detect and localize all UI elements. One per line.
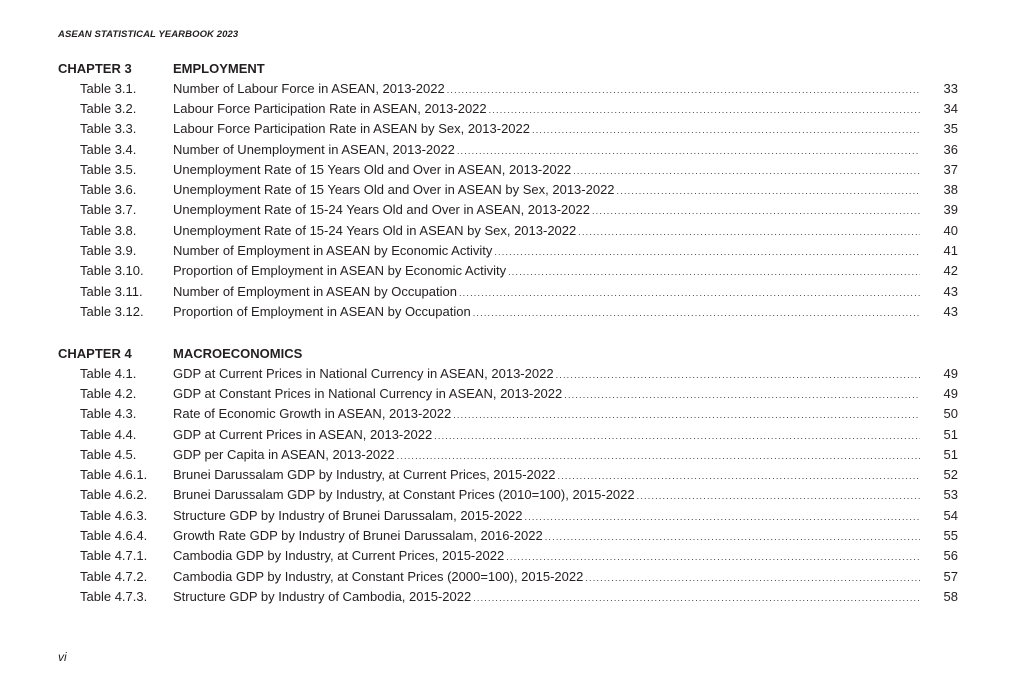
table-title: Unemployment Rate of 15 Years Old and Over in ASEAN by Sex, 2013-2022 <box>173 182 615 198</box>
dot-leader <box>508 267 920 277</box>
table-title: Cambodia GDP by Industry, at Current Prices, 2015-2022 <box>173 548 505 564</box>
table-title: Unemployment Rate of 15-24 Years Old and Over in ASEAN, 2013-2022 <box>173 202 590 218</box>
toc-entry[interactable] <box>58 444 958 464</box>
entry-title-wrapper <box>173 223 920 238</box>
table-title: Brunei Darussalam GDP by Industry, at Current Prices, 2015-2022 <box>173 467 556 483</box>
toc-entry[interactable] <box>58 383 958 403</box>
toc-entry[interactable] <box>58 363 958 383</box>
table-title: Cambodia GDP by Industry, at Constant Prices (2000=100), 2015-2022 <box>173 568 584 584</box>
table-number: Table 3.8. <box>80 222 137 238</box>
page-reference: 50 <box>943 406 958 422</box>
toc-entry[interactable] <box>58 159 958 179</box>
toc-list <box>58 78 958 322</box>
toc-entry[interactable] <box>58 546 958 566</box>
page-reference: 52 <box>943 467 958 483</box>
toc-entry[interactable] <box>58 281 958 301</box>
page-reference: 54 <box>943 507 958 523</box>
dot-leader <box>578 227 920 237</box>
chapter-heading <box>58 58 958 78</box>
chapter-label: CHAPTER 4 <box>58 345 132 361</box>
table-title: Unemployment Rate of 15-24 Years Old in ASEAN by Sex, 2013-2022 <box>173 222 577 238</box>
table-title: Proportion of Employment in ASEAN by Economic Activity <box>173 263 507 279</box>
table-number: Table 3.2. <box>80 100 137 116</box>
dot-leader <box>617 186 920 196</box>
entry-title-wrapper <box>173 284 920 299</box>
dot-leader <box>637 491 920 501</box>
table-number: Table 3.11. <box>80 283 143 299</box>
table-number: Table 3.3. <box>80 121 137 137</box>
dot-leader <box>545 532 920 542</box>
page-number: vi <box>58 650 67 664</box>
dot-leader <box>459 288 920 298</box>
chapter-heading <box>58 343 958 363</box>
table-number: Table 4.7.3. <box>80 588 148 604</box>
entry-title-wrapper <box>173 548 920 563</box>
running-header: ASEAN STATISTICAL YEARBOOK 2023 <box>58 29 239 40</box>
entry-title-wrapper <box>173 263 920 278</box>
dot-leader <box>473 308 920 318</box>
toc-entry[interactable] <box>58 404 958 424</box>
table-title: Growth Rate GDP by Industry of Brunei Darussalam, 2016-2022 <box>173 528 543 544</box>
page-reference: 38 <box>943 182 958 198</box>
dot-leader <box>592 206 920 216</box>
table-number: Table 4.6.3. <box>80 507 148 523</box>
entry-title-wrapper <box>173 243 920 258</box>
table-title: GDP at Constant Prices in National Currency in ASEAN, 2013-2022 <box>173 385 563 401</box>
page-reference: 35 <box>943 121 958 137</box>
toc-entry[interactable] <box>58 119 958 139</box>
toc-entry[interactable] <box>58 98 958 118</box>
page-reference: 56 <box>943 548 958 564</box>
table-number: Table 4.7.2. <box>80 568 148 584</box>
dot-leader <box>453 410 920 420</box>
table-number: Table 4.4. <box>80 426 137 442</box>
toc-entry[interactable] <box>58 220 958 240</box>
dot-leader <box>557 471 920 481</box>
table-title: Structure GDP by Industry of Brunei Darussalam, 2015-2022 <box>173 507 523 523</box>
entry-title-wrapper <box>173 528 920 543</box>
table-title: Number of Employment in ASEAN by Economic Activity <box>173 243 493 259</box>
dot-leader <box>489 105 920 115</box>
table-title: Number of Unemployment in ASEAN, 2013-2022 <box>173 141 455 157</box>
table-title: Rate of Economic Growth in ASEAN, 2013-2022 <box>173 406 452 422</box>
entry-title-wrapper <box>173 427 920 442</box>
table-title: Structure GDP by Industry of Cambodia, 2015-2022 <box>173 588 472 604</box>
entry-title-wrapper <box>173 101 920 116</box>
toc-entry[interactable] <box>58 200 958 220</box>
toc-entry[interactable] <box>58 485 958 505</box>
table-number: Table 4.6.1. <box>80 467 148 483</box>
entry-title-wrapper <box>173 162 920 177</box>
toc-entry[interactable] <box>58 78 958 98</box>
entry-title-wrapper <box>173 304 920 319</box>
toc-entry[interactable] <box>58 139 958 159</box>
page-reference: 53 <box>943 487 958 503</box>
chapter-title: MACROECONOMICS <box>173 345 303 361</box>
table-number: Table 4.1. <box>80 365 137 381</box>
table-title: Number of Labour Force in ASEAN, 2013-2022 <box>173 80 445 96</box>
table-title: Labour Force Participation Rate in ASEAN by Sex, 2013-2022 <box>173 121 530 137</box>
chapter-label: CHAPTER 3 <box>58 60 132 76</box>
table-number: Table 3.10. <box>80 263 144 279</box>
dot-leader <box>506 552 920 562</box>
table-number: Table 3.4. <box>80 141 137 157</box>
toc-entry[interactable] <box>58 586 958 606</box>
dot-leader <box>532 125 920 135</box>
page-reference: 51 <box>943 446 958 462</box>
dot-leader <box>556 370 920 380</box>
table-number: Table 3.12. <box>80 303 144 319</box>
dot-leader <box>564 390 920 400</box>
table-number: Table 4.5. <box>80 446 137 462</box>
dot-leader <box>525 512 921 522</box>
toc-entry[interactable] <box>58 424 958 444</box>
page-reference: 40 <box>943 222 958 238</box>
page-reference: 39 <box>943 202 958 218</box>
table-number: Table 4.6.2. <box>80 487 148 503</box>
toc-entry[interactable] <box>58 464 958 484</box>
table-number: Table 3.6. <box>80 182 137 198</box>
page-reference: 34 <box>943 100 958 116</box>
table-number: Table 4.2. <box>80 385 137 401</box>
chapter-title: EMPLOYMENT <box>173 60 265 76</box>
entry-title-wrapper <box>173 508 920 523</box>
table-title: GDP at Current Prices in National Currency in ASEAN, 2013-2022 <box>173 365 554 381</box>
table-title: GDP at Current Prices in ASEAN, 2013-2022 <box>173 426 433 442</box>
table-title: GDP per Capita in ASEAN, 2013-2022 <box>173 446 395 462</box>
page-reference: 33 <box>943 80 958 96</box>
entry-title-wrapper <box>173 366 920 381</box>
table-number: Table 3.1. <box>80 80 137 96</box>
table-number: Table 3.9. <box>80 243 137 259</box>
chapter-3-section <box>58 58 958 322</box>
table-title: Unemployment Rate of 15 Years Old and Over in ASEAN, 2013-2022 <box>173 161 572 177</box>
dot-leader <box>494 247 920 257</box>
table-number: Table 4.6.4. <box>80 528 148 544</box>
table-number: Table 3.5. <box>80 161 137 177</box>
toc-list <box>58 363 958 607</box>
entry-title-wrapper <box>173 121 920 136</box>
page-reference: 55 <box>943 528 958 544</box>
entry-title-wrapper <box>173 81 920 96</box>
page-reference: 51 <box>943 426 958 442</box>
entry-title-wrapper <box>173 142 920 157</box>
toc-entry[interactable] <box>58 525 958 545</box>
page-reference: 43 <box>943 303 958 319</box>
entry-title-wrapper <box>173 487 920 502</box>
entry-title-wrapper <box>173 406 920 421</box>
table-number: Table 4.7.1. <box>80 548 148 564</box>
entry-title-wrapper <box>173 202 920 217</box>
dot-leader <box>397 451 920 461</box>
page-reference: 58 <box>943 588 958 604</box>
dot-leader <box>573 166 920 176</box>
table-title: Number of Employment in ASEAN by Occupation <box>173 283 457 299</box>
entry-title-wrapper <box>173 447 920 462</box>
page-reference: 42 <box>943 263 958 279</box>
dot-leader <box>473 593 920 603</box>
table-title: Brunei Darussalam GDP by Industry, at Constant Prices (2010=100), 2015-2022 <box>173 487 635 503</box>
page-reference: 43 <box>943 283 958 299</box>
page-reference: 37 <box>943 161 958 177</box>
table-number: Table 3.7. <box>80 202 137 218</box>
page-reference: 49 <box>943 365 958 381</box>
toc-entry[interactable] <box>58 240 958 260</box>
page-reference: 49 <box>943 385 958 401</box>
dot-leader <box>457 146 920 156</box>
toc-entry[interactable] <box>58 566 958 586</box>
entry-title-wrapper <box>173 467 920 482</box>
entry-title-wrapper <box>173 589 920 604</box>
table-title: Proportion of Employment in ASEAN by Occupation <box>173 303 471 319</box>
dot-leader <box>585 573 920 583</box>
dot-leader <box>447 85 920 95</box>
table-title: Labour Force Participation Rate in ASEAN, 2013-2022 <box>173 100 487 116</box>
page-reference: 57 <box>943 568 958 584</box>
entry-title-wrapper <box>173 569 920 584</box>
toc-entry[interactable] <box>58 301 958 321</box>
chapter-4-section <box>58 343 958 607</box>
entry-title-wrapper <box>173 386 920 401</box>
dot-leader <box>434 431 920 441</box>
toc-entry[interactable] <box>58 179 958 199</box>
toc-entry[interactable] <box>58 261 958 281</box>
toc-entry[interactable] <box>58 505 958 525</box>
entry-title-wrapper <box>173 182 920 197</box>
page-reference: 36 <box>943 141 958 157</box>
page-reference: 41 <box>943 243 958 259</box>
table-number: Table 4.3. <box>80 406 137 422</box>
